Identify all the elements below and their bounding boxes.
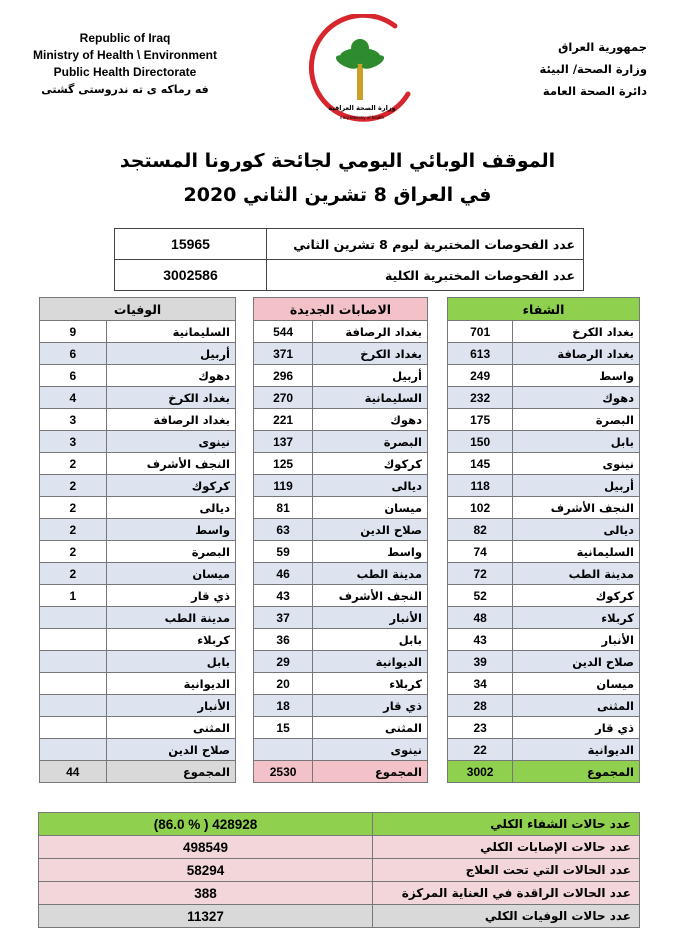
province-value: 46	[254, 563, 313, 585]
table-row	[254, 541, 428, 563]
table-row	[40, 519, 236, 541]
header-right-line: دائرة الصحة العامة	[542, 84, 647, 98]
province-name: دهوك	[106, 365, 235, 387]
header-left-line: فه رماكه ى ته ندروستى گشتى	[41, 83, 209, 96]
province-value: 18	[254, 695, 313, 717]
table-row	[40, 497, 236, 519]
table-row	[115, 229, 584, 260]
province-name: النجف الأشرف	[313, 585, 428, 607]
province-name: الأنبار	[513, 629, 640, 651]
header-left-line: Republic of Iraq	[79, 31, 171, 45]
province-value: 371	[254, 343, 313, 365]
page-subtitle: في العراق 8 تشرين الثاني 2020	[183, 184, 492, 206]
table-row	[254, 519, 428, 541]
province-value: 2	[40, 497, 107, 519]
province-value: 23	[448, 717, 513, 739]
logo-text-en: Iraqi Ministry of health	[339, 115, 385, 120]
summary-value: 58294	[39, 859, 373, 882]
table-row	[254, 365, 428, 387]
province-name: النجف الأشرف	[513, 497, 640, 519]
table-row	[254, 475, 428, 497]
summary-value: 428928 ( % 86.0)	[39, 813, 373, 836]
table-row	[254, 409, 428, 431]
table-row	[254, 739, 428, 761]
table-row	[254, 629, 428, 651]
table-row	[40, 475, 236, 497]
province-value: 72	[448, 563, 513, 585]
table-row	[254, 431, 428, 453]
summary-label: عدد حالات الإصابات الكلي	[373, 836, 640, 859]
province-name: مدينة الطب	[513, 563, 640, 585]
province-name: مدينة الطب	[313, 563, 428, 585]
header-right-line: وزارة الصحة/ البيئة	[539, 62, 647, 76]
province-name: مدينة الطب	[106, 607, 235, 629]
table-row	[448, 585, 640, 607]
province-value: 137	[254, 431, 313, 453]
province-name: بغداد الكرخ	[106, 387, 235, 409]
recoveries-table	[447, 297, 640, 783]
table-row	[40, 365, 236, 387]
table-row	[254, 695, 428, 717]
total-label: المجموع	[313, 761, 428, 783]
province-value: 22	[448, 739, 513, 761]
province-value: 701	[448, 321, 513, 343]
province-value	[40, 717, 107, 739]
province-name: أربيل	[313, 365, 428, 387]
province-name: كركوك	[313, 453, 428, 475]
column-header: الاصابات الجديدة	[254, 298, 428, 321]
province-name: دهوك	[513, 387, 640, 409]
province-name: بابل	[313, 629, 428, 651]
province-name: كركوك	[106, 475, 235, 497]
table-row	[40, 717, 236, 739]
province-name: بغداد الرصافة	[313, 321, 428, 343]
province-value: 119	[254, 475, 313, 497]
province-value: 3	[40, 409, 107, 431]
summary-value: 388	[39, 882, 373, 905]
table-row	[40, 321, 236, 343]
province-name: ذي قار	[313, 695, 428, 717]
province-name: المثنى	[513, 695, 640, 717]
summary-row	[39, 882, 640, 905]
deaths-table	[39, 297, 236, 783]
province-name: المثنى	[313, 717, 428, 739]
province-name: ذي قار	[513, 717, 640, 739]
province-value: 48	[448, 607, 513, 629]
table-row	[40, 387, 236, 409]
province-name: أربيل	[106, 343, 235, 365]
province-value: 43	[448, 629, 513, 651]
province-name: كربلاء	[106, 629, 235, 651]
table-row	[254, 497, 428, 519]
province-name: ميسان	[313, 497, 428, 519]
province-value: 150	[448, 431, 513, 453]
province-value: 221	[254, 409, 313, 431]
province-value: 37	[254, 607, 313, 629]
table-row	[448, 497, 640, 519]
province-name: ديالى	[313, 475, 428, 497]
province-value: 2	[40, 563, 107, 585]
table-row	[448, 387, 640, 409]
province-value	[40, 629, 107, 651]
table-row	[448, 695, 640, 717]
logo-text-ar: وزارة الصحة العراقية	[328, 104, 396, 112]
province-value: 59	[254, 541, 313, 563]
summary-value: 498549	[39, 836, 373, 859]
province-value: 232	[448, 387, 513, 409]
table-row	[448, 651, 640, 673]
table-row	[40, 453, 236, 475]
total-label: المجموع	[106, 761, 235, 783]
table-row	[40, 695, 236, 717]
table-row	[254, 387, 428, 409]
province-name: الديوانية	[313, 651, 428, 673]
province-value: 28	[448, 695, 513, 717]
total-value: 44	[40, 761, 107, 783]
province-value: 20	[254, 673, 313, 695]
province-name: صلاح الدين	[106, 739, 235, 761]
table-row	[254, 563, 428, 585]
total-row	[448, 761, 640, 783]
table-row	[448, 453, 640, 475]
province-value	[40, 607, 107, 629]
province-name: كربلاء	[313, 673, 428, 695]
summary-label: عدد حالات الوفيات الكلي	[373, 905, 640, 928]
province-value: 15	[254, 717, 313, 739]
table-row	[254, 717, 428, 739]
province-name: الأنبار	[106, 695, 235, 717]
province-name: الديوانية	[106, 673, 235, 695]
summary-label: عدد الحالات الراقدة في العناية المركزة	[373, 882, 640, 905]
province-value: 296	[254, 365, 313, 387]
summary-row	[39, 859, 640, 882]
province-name: الأنبار	[313, 607, 428, 629]
total-label: المجموع	[513, 761, 640, 783]
province-name: نينوى	[106, 431, 235, 453]
province-value: 3	[40, 431, 107, 453]
province-value: 102	[448, 497, 513, 519]
table-row	[448, 321, 640, 343]
total-value: 3002	[448, 761, 513, 783]
table-row	[40, 431, 236, 453]
province-name: بابل	[106, 651, 235, 673]
table-row	[448, 519, 640, 541]
province-name: المثنى	[106, 717, 235, 739]
province-value: 145	[448, 453, 513, 475]
province-value: 74	[448, 541, 513, 563]
province-value: 2	[40, 453, 107, 475]
total-row	[40, 761, 236, 783]
province-name: ديالى	[513, 519, 640, 541]
header-right-line: جمهورية العراق	[558, 40, 647, 54]
table-row	[254, 321, 428, 343]
table-row	[254, 607, 428, 629]
province-name: الديوانية	[513, 739, 640, 761]
province-name: ميسان	[513, 673, 640, 695]
province-name: بغداد الكرخ	[513, 321, 640, 343]
province-value: 2	[40, 519, 107, 541]
table-row	[40, 673, 236, 695]
table-row	[448, 563, 640, 585]
province-name: البصرة	[313, 431, 428, 453]
table-row	[254, 585, 428, 607]
province-value: 125	[254, 453, 313, 475]
province-value: 544	[254, 321, 313, 343]
province-name: دهوك	[313, 409, 428, 431]
province-name: واسط	[313, 541, 428, 563]
header-left	[10, 30, 240, 98]
province-value: 6	[40, 365, 107, 387]
province-name: بغداد الرصافة	[106, 409, 235, 431]
province-name: بابل	[513, 431, 640, 453]
province-value	[40, 695, 107, 717]
summary-label: عدد الحالات التي تحت العلاج	[373, 859, 640, 882]
summary-row	[39, 905, 640, 928]
province-value: 82	[448, 519, 513, 541]
summary-row	[39, 836, 640, 859]
province-value: 1	[40, 585, 107, 607]
province-value: 4	[40, 387, 107, 409]
table-row	[448, 541, 640, 563]
ministry-logo	[300, 14, 420, 134]
tests-label: عدد الفحوصات المختبرية ليوم 8 تشرين الثاني	[267, 229, 584, 260]
province-value	[40, 673, 107, 695]
province-value: 34	[448, 673, 513, 695]
province-value: 175	[448, 409, 513, 431]
province-name: بغداد الرصافة	[513, 343, 640, 365]
summary-table	[38, 812, 640, 928]
summary-value: 11327	[39, 905, 373, 928]
province-value: 29	[254, 651, 313, 673]
province-name: أربيل	[513, 475, 640, 497]
province-name: النجف الأشرف	[106, 453, 235, 475]
province-name: واسط	[513, 365, 640, 387]
table-row	[448, 629, 640, 651]
province-value	[40, 651, 107, 673]
table-row	[448, 409, 640, 431]
province-name: ذي قار	[106, 585, 235, 607]
province-value: 249	[448, 365, 513, 387]
province-value: 613	[448, 343, 513, 365]
province-value: 2	[40, 475, 107, 497]
tests-label: عدد الفحوصات المختبرية الكلية	[267, 260, 584, 291]
province-name: كربلاء	[513, 607, 640, 629]
province-name: نينوى	[313, 739, 428, 761]
header-left-line: Public Health Directorate	[53, 65, 197, 79]
table-row	[254, 453, 428, 475]
table-row	[115, 260, 584, 291]
tests-table	[114, 228, 584, 291]
province-name: البصرة	[106, 541, 235, 563]
province-name: بغداد الكرخ	[313, 343, 428, 365]
table-row	[40, 651, 236, 673]
province-value	[254, 739, 313, 761]
province-name: كركوك	[513, 585, 640, 607]
tests-value: 3002586	[115, 260, 267, 291]
table-row	[448, 673, 640, 695]
table-row	[254, 673, 428, 695]
province-name: البصرة	[513, 409, 640, 431]
new-cases-table	[253, 297, 428, 783]
province-name: ميسان	[106, 563, 235, 585]
province-name: صلاح الدين	[513, 651, 640, 673]
total-row	[254, 761, 428, 783]
page-title: الموقف الوبائي اليومي لجائحة كورونا المستجد	[119, 150, 556, 172]
province-value: 81	[254, 497, 313, 519]
summary-label: عدد حالات الشفاء الكلي	[373, 813, 640, 836]
table-row	[448, 607, 640, 629]
summary-row	[39, 813, 640, 836]
table-row	[40, 585, 236, 607]
table-row	[448, 475, 640, 497]
header-left-line: Ministry of Health \ Environment	[32, 48, 218, 62]
province-value: 2	[40, 541, 107, 563]
table-row	[254, 651, 428, 673]
province-name: صلاح الدين	[313, 519, 428, 541]
column-header: الشفاء	[448, 298, 640, 321]
province-name: نينوى	[513, 453, 640, 475]
table-row	[448, 717, 640, 739]
province-value: 270	[254, 387, 313, 409]
province-value: 36	[254, 629, 313, 651]
province-name: السليمانية	[313, 387, 428, 409]
table-row	[448, 431, 640, 453]
province-value: 9	[40, 321, 107, 343]
table-row	[254, 343, 428, 365]
tests-value: 15965	[115, 229, 267, 260]
province-value	[40, 739, 107, 761]
table-row	[40, 541, 236, 563]
table-row	[448, 343, 640, 365]
province-value: 63	[254, 519, 313, 541]
province-value: 6	[40, 343, 107, 365]
province-name: السليمانية	[513, 541, 640, 563]
table-row	[40, 343, 236, 365]
table-row	[40, 409, 236, 431]
province-name: السليمانية	[106, 321, 235, 343]
province-name: واسط	[106, 519, 235, 541]
province-value: 43	[254, 585, 313, 607]
province-value: 52	[448, 585, 513, 607]
table-row	[40, 563, 236, 585]
province-value: 39	[448, 651, 513, 673]
table-row	[40, 629, 236, 651]
column-header: الوفيات	[40, 298, 236, 321]
table-row	[448, 365, 640, 387]
header-right	[487, 36, 647, 102]
table-row	[40, 739, 236, 761]
table-row	[40, 607, 236, 629]
province-value: 118	[448, 475, 513, 497]
total-value: 2530	[254, 761, 313, 783]
table-row	[448, 739, 640, 761]
province-name: ديالى	[106, 497, 235, 519]
